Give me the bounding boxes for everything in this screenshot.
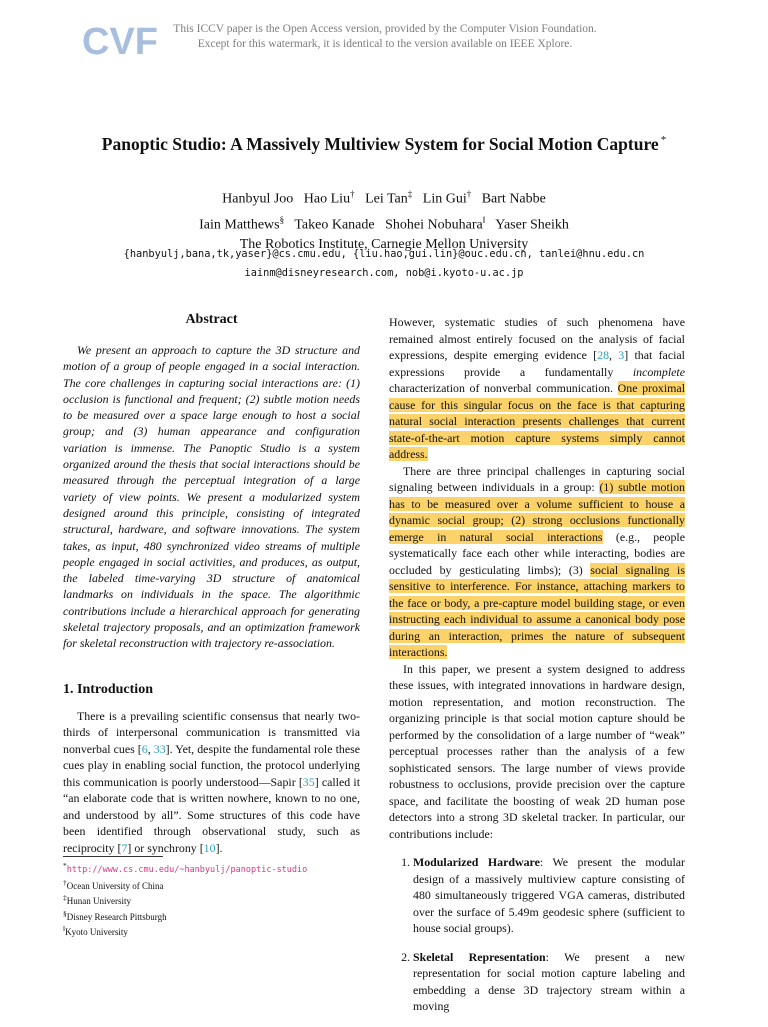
- author-name: Yaser Sheikh: [495, 217, 569, 233]
- intro-paragraph-2: However, systematic studies of such phenomena have remained almost entirely focused on the analysis of facial expressions, despite emerging evidence [28, 3] that facial expressions provide a fundamentally incomplete characterization of nonverbal communication. One proximal cause for this singular focus on the face is that capturing natural social interaction presents challenges that current state-of-the-art motion capture systems simply cannot address.: [389, 315, 685, 461]
- author-name: Takeo Kanade: [294, 217, 375, 233]
- author-name: Iain Matthews: [199, 217, 280, 233]
- email-line-1: {hanbyulj,bana,tk,yaser}@cs.cmu.edu, {liu.hao,gui.lin}@ouc.edu.cn, tanlei@hnu.edu.cn: [123, 248, 645, 260]
- watermark-line-1: This ICCV paper is the Open Access version, provided by the Computer Vision Foundation.: [173, 23, 597, 35]
- abstract-heading: Abstract: [185, 312, 238, 327]
- author-name: Hao Liu: [303, 191, 351, 207]
- author-name: Bart Nabbe: [481, 191, 546, 207]
- svg-text:CVF: CVF: [82, 21, 158, 63]
- intro-paragraph-4: In this paper, we present a system designed to address these issues, with integrated innovations in hardware design, motion representation, and motion reconstruction. The organizing principle is that social motion capture should be performed by the consolidation of a large number of “weak” perceptual processes rather than the analysis of a few sophisticated sensors. The large number of views provide robustness to occlusions, provide precision over the capture space, and facilitate the boosting of weak 2D human pose detectors into a strong 3D skeletal tracker. In particular, our contributions include:: [389, 661, 685, 841]
- footnote-affiliation: †Ocean University of China: [63, 877, 164, 891]
- author-line-2: [0, 210, 768, 236]
- highlighted-text: social signaling is sensitive to interference. For instance, attaching markers to the face or body, a pre-capture model building stage, or even instructing each individual to assume a canonical body pose during an interaction, primes the nature of subsequent interactions.: [389, 562, 685, 659]
- citation-7[interactable]: 7: [121, 840, 128, 855]
- email-block: [0, 245, 768, 283]
- affiliation-mark: †: [350, 189, 355, 199]
- watermark-notice: [150, 22, 620, 52]
- citation-35[interactable]: 35: [302, 774, 315, 789]
- footnote-affiliation: §Disney Research Pittsburgh: [63, 908, 167, 922]
- affiliation-mark: §: [279, 214, 285, 225]
- contributions-list: [389, 854, 685, 1015]
- left-column: [63, 312, 360, 856]
- affiliation-mark: ‡: [407, 189, 413, 199]
- highlighted-text: One proximal cause for this singular focus on the face is that capturing natural social interaction presents challenges that current state-of-the-art motion capture systems simply cannot address.: [389, 381, 685, 461]
- affiliation: The Robotics Institute, Carnegie Mellon University: [239, 237, 529, 253]
- contribution-title: Skeletal Representation: [413, 949, 546, 964]
- list-item: 2. Skeletal Representation: We present a new representation for social motion capture labeling and embedding a dense 3D trajectory stream within a moving: [413, 949, 685, 1015]
- abstract-text: We present an approach to capture the 3D structure and motion of a group of people engaged in a social interaction. The core challenges in capturing social interactions are: (1) occlusion is functional and frequent; (2) subtle motion needs to be measured over a space large enough to host a social group; and (3) human appearance and configuration variation is immense. The Panoptic Studio is a system organized around the thesis that social interactions should be measured through the perceptual integration of a large variety of view points. We present a modularized system designed around this principle, consisting of integrated structural, hardware, and software innovations. The system takes, as input, 480 synchronized video streams of multiple people engaged in social activities, and produces, as output, the labeled time-varying 3D structure of anatomical landmarks on individuals in the space. The algorithmic contributions include a hierarchical approach for generating skeletal trajectory proposals, and an optimization framework for skeletal reconstruction with trajectory re-association.: [63, 343, 360, 651]
- footnote-affiliation: ‡Hunan University: [63, 893, 131, 906]
- citation-6[interactable]: 6: [141, 741, 148, 756]
- project-url-link[interactable]: http://www.cs.cmu.edu/~hanbyulj/panoptic-studio: [66, 865, 308, 875]
- author-name: Lei Tan: [365, 191, 408, 207]
- footnote-rule: [63, 856, 163, 857]
- author-name: Shohei Nobuhara: [385, 217, 483, 233]
- right-column: [389, 314, 685, 1027]
- title-footnote-mark: *: [660, 134, 667, 147]
- affiliation-mark: ‖: [482, 214, 486, 225]
- footnote-affiliation: ‖Kyoto University: [63, 924, 128, 937]
- author-name: Hanbyul Joo: [222, 191, 294, 207]
- intro-paragraph-1: There is a prevailing scientific consensus that nearly two-thirds of interpersonal communication is transmitted via nonverbal cues [6, 33]. Yet, despite the fundamental role these cues play in enabling social function, the protocol underlying this communication is poorly understood—Sapir [35] called it “an elaborate code that is written nowhere, known to no one, and understood by all”. Some structures of this code have been identified through observational study, such as reciprocity [7] or synchrony [10].: [63, 708, 361, 855]
- watermark-line-2: Except for this watermark, it is identical to the version available on IEEE Xplore.: [197, 38, 573, 50]
- footnote-url: *http://www.cs.cmu.edu/~hanbyulj/panoptic-studio: [63, 861, 308, 875]
- email-line-2: iainm@disneyresearch.com, nob@i.kyoto-u.ac.jp: [244, 267, 524, 279]
- author-name: Lin Gui: [422, 191, 467, 207]
- citation-3[interactable]: 3: [618, 348, 625, 362]
- citation-28[interactable]: 28: [597, 348, 610, 362]
- footnotes: [63, 856, 360, 939]
- author-line-1: [0, 184, 768, 210]
- paper-title: Panoptic Studio: A Massively Multiview System for Social Motion Capture *: [101, 134, 667, 154]
- affiliation-mark: †: [466, 189, 472, 199]
- citation-10[interactable]: 10: [203, 840, 216, 855]
- list-item: 1. Modularized Hardware: We present the modular design of a massively multiview capture consisting of 480 simultaneously triggered VGA cameras, distributed over the surface of 5.49m geodesic sphere (sufficient to house social groups).: [413, 854, 685, 937]
- contribution-title: Modularized Hardware: [413, 855, 540, 869]
- citation-33[interactable]: 33: [153, 741, 166, 756]
- cvf-logo: [82, 20, 158, 63]
- section-heading-introduction: 1. Introduction: [63, 681, 153, 697]
- highlighted-text: (1) subtle motion has to be measured over a volume sufficient to house a dynamic social group; (2) strong occlusions functionally emerge in natural social interactions: [389, 480, 685, 544]
- intro-paragraph-3: There are three principal challenges in capturing social signaling between individuals in a group: (1) subtle motion has to be measured over a volume sufficient to house a dynamic social group; (2) strong occlusions functionally emerge in natural social interactions (e.g., people systematically face each other while interacting, bodies are occluded by gesticulating limbs); (3) social signaling is sensitive to interference. For instance, attaching markers to the face or body, a pre-capture model building stage, or even instructing each individual to assume a canonical body pose during an interaction, primes the nature of subsequent interactions.: [389, 463, 685, 659]
